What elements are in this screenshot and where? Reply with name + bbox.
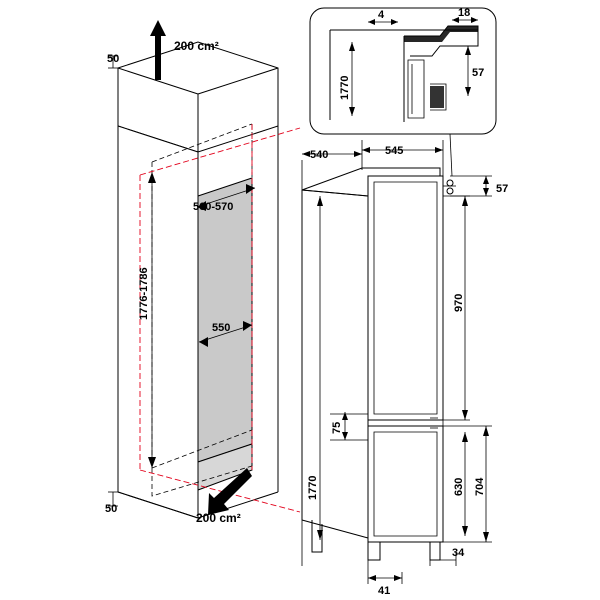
freezer-door — [368, 426, 443, 542]
svg-text:200 cm²: 200 cm² — [174, 39, 219, 53]
svg-text:200 cm²: 200 cm² — [196, 511, 241, 525]
label-foot-depth: 34 — [452, 547, 465, 559]
label-niche-height: 1776-1786 — [138, 267, 150, 320]
label-vent-bottom — [196, 511, 241, 525]
label-foot-width: 41 — [378, 585, 391, 597]
label-niche-width: 550 — [212, 322, 231, 334]
label-appliance-height: 1770 — [307, 475, 319, 500]
label-niche-depth: 560-570 — [193, 201, 234, 213]
label-top-gap: 50 — [107, 53, 120, 65]
label-freezer-inner: 630 — [453, 477, 465, 496]
label-vent-top — [174, 39, 219, 53]
label-detail-gap: 4 — [378, 9, 385, 21]
label-body-depth: 545 — [385, 145, 404, 157]
label-freezer-height: 704 — [474, 477, 486, 496]
label-hinge-offset: 57 — [496, 183, 509, 195]
fridge-door — [368, 176, 443, 420]
label-detail-hinge: 57 — [472, 67, 485, 79]
niche-drawing — [108, 20, 300, 518]
label-door-depth: 540 — [310, 149, 329, 161]
appliance-drawing — [302, 140, 492, 584]
label-plinth-height: 75 — [331, 421, 343, 434]
label-detail-edge: 18 — [458, 7, 471, 19]
label-bottom-gap: 50 — [105, 503, 118, 515]
label-fridge-height: 970 — [453, 293, 465, 312]
label-detail-height: 1770 — [339, 75, 351, 100]
